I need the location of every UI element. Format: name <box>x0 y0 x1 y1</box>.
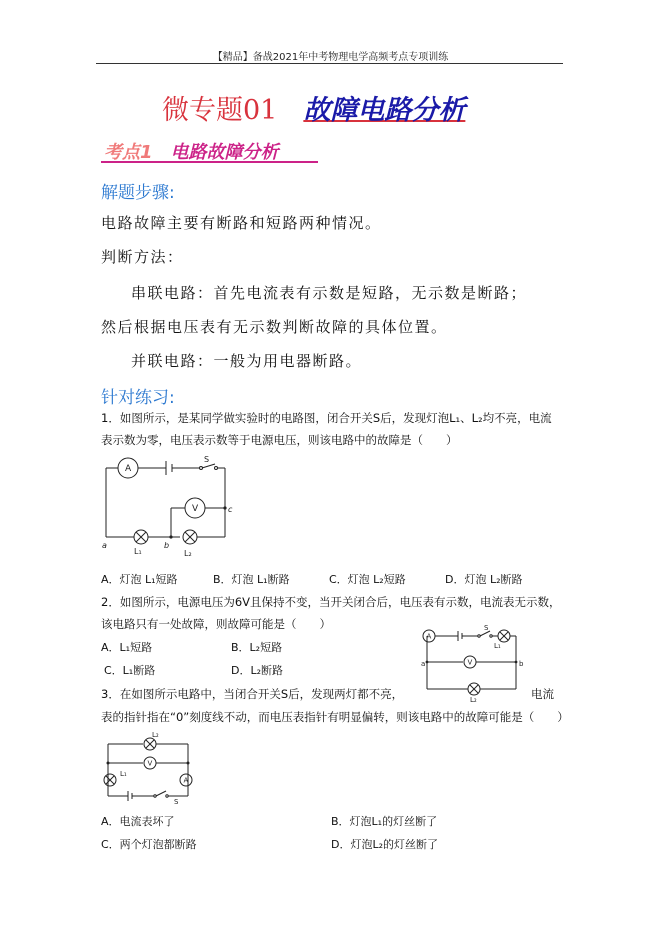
q3-options-row1 <box>101 813 561 829</box>
q1-line2: 表示数为零，电压表示数等于电源电压，则该电路中的故障是（ ） <box>101 433 458 447</box>
step-line: 然后根据电压表有无示数判断故障的具体位置。 <box>101 318 448 336</box>
q3-l2-label: L₂ <box>152 731 159 739</box>
q3-switch-label: S <box>174 798 179 806</box>
q1-voltmeter-label: V <box>192 504 199 514</box>
q3-line2: 表的指针指在“0”刻度线不动，而电压表指针有明显偏转，则该电路中的故障可能是（ ） <box>101 710 569 724</box>
q3-option-c[interactable]: C．两个灯泡都断路 <box>101 838 197 851</box>
q1-l1-label: L₁ <box>134 547 142 556</box>
kaodian-name: 电路故障分析 <box>170 142 279 163</box>
q1-l2-label: L₂ <box>184 549 192 558</box>
q1-point-a: a <box>102 541 107 550</box>
q3-voltmeter-label: V <box>147 759 153 768</box>
q3-line1: 3．在如图所示电路中，当闭合开关S后，发现两灯都不亮， <box>101 687 404 701</box>
title-topic: 微专题01 <box>162 95 278 126</box>
q1-point-b: b <box>164 541 170 550</box>
step-line: 串联电路：首先电流表有示数是短路，无示数是断路； <box>131 284 528 302</box>
q2-switch-label: S <box>484 624 489 632</box>
q1-option-c[interactable]: C．灯泡 L₂短路 <box>329 573 406 586</box>
page-title <box>162 88 465 127</box>
step-line: 并联电路：一般为用电器断路。 <box>131 352 363 370</box>
page-header: 【精品】备战2021年中考物理电学高频考点专项训练 <box>212 52 449 63</box>
q2-option-b[interactable]: B．L₂短路 <box>231 641 283 654</box>
q1-options <box>101 571 561 587</box>
q1-option-d[interactable]: D．灯泡 L₂断路 <box>445 573 523 586</box>
q2-circuit-diagram <box>418 622 528 704</box>
steps-heading: 解题步骤: <box>101 183 175 203</box>
q2-option-a[interactable]: A．L₁短路 <box>101 641 153 654</box>
q1-circuit-diagram <box>98 455 238 565</box>
q3-line1-tail: 电流 <box>531 687 554 701</box>
q2-point-a: a <box>421 660 426 668</box>
q2-line1: 2．如图所示，电源电压为6V且保持不变，当开关闭合后，电压表有示数，电流表无示数， <box>101 595 561 609</box>
q3-options-row2 <box>101 836 561 852</box>
title-name: 故障电路分析 <box>303 95 466 126</box>
step-line: 判断方法： <box>101 248 184 266</box>
header-divider <box>96 63 563 64</box>
kaodian-underline <box>101 161 318 163</box>
q1-switch-label: S <box>204 455 210 464</box>
step-line: 电路故障主要有断路和短路两种情况。 <box>101 214 382 232</box>
q2-voltmeter-label: V <box>467 658 473 667</box>
q3-option-b[interactable]: B．灯泡L₁的灯丝断了 <box>331 815 438 828</box>
practice-heading: 针对练习: <box>101 388 175 408</box>
q1-point-c: c <box>228 505 233 514</box>
q2-point-b: b <box>519 660 524 668</box>
q2-option-c[interactable]: C．L₁断路 <box>104 664 156 677</box>
q1-option-a[interactable]: A．灯泡 L₁短路 <box>101 573 178 586</box>
q3-ammeter-label: A <box>183 776 189 785</box>
q3-l1-label: L₁ <box>120 770 127 778</box>
kaodian-label: 考点1 <box>104 142 153 163</box>
q2-options-row2 <box>104 662 404 678</box>
q3-circuit-diagram <box>98 730 202 806</box>
q2-options-row1 <box>101 639 401 655</box>
q2-ammeter-label: A <box>426 632 432 641</box>
q3-option-d[interactable]: D．灯泡L₂的灯丝断了 <box>331 838 439 851</box>
q2-line2: 该电路只有一处故障，则故障可能是（ ） <box>101 617 331 631</box>
q3-option-a[interactable]: A．电流表坏了 <box>101 815 175 828</box>
q1-ammeter-label: A <box>125 464 132 474</box>
q2-option-d[interactable]: D．L₂断路 <box>231 664 284 677</box>
q2-l1-label: L₁ <box>494 642 501 650</box>
q1-option-b[interactable]: B．灯泡 L₁断路 <box>213 573 290 586</box>
q1-line1: 1．如图所示，是某同学做实验时的电路图，闭合开关S后，发现灯泡L₁、L₂均不亮，电流 <box>101 411 552 425</box>
q2-l2-label: L₂ <box>470 696 477 704</box>
